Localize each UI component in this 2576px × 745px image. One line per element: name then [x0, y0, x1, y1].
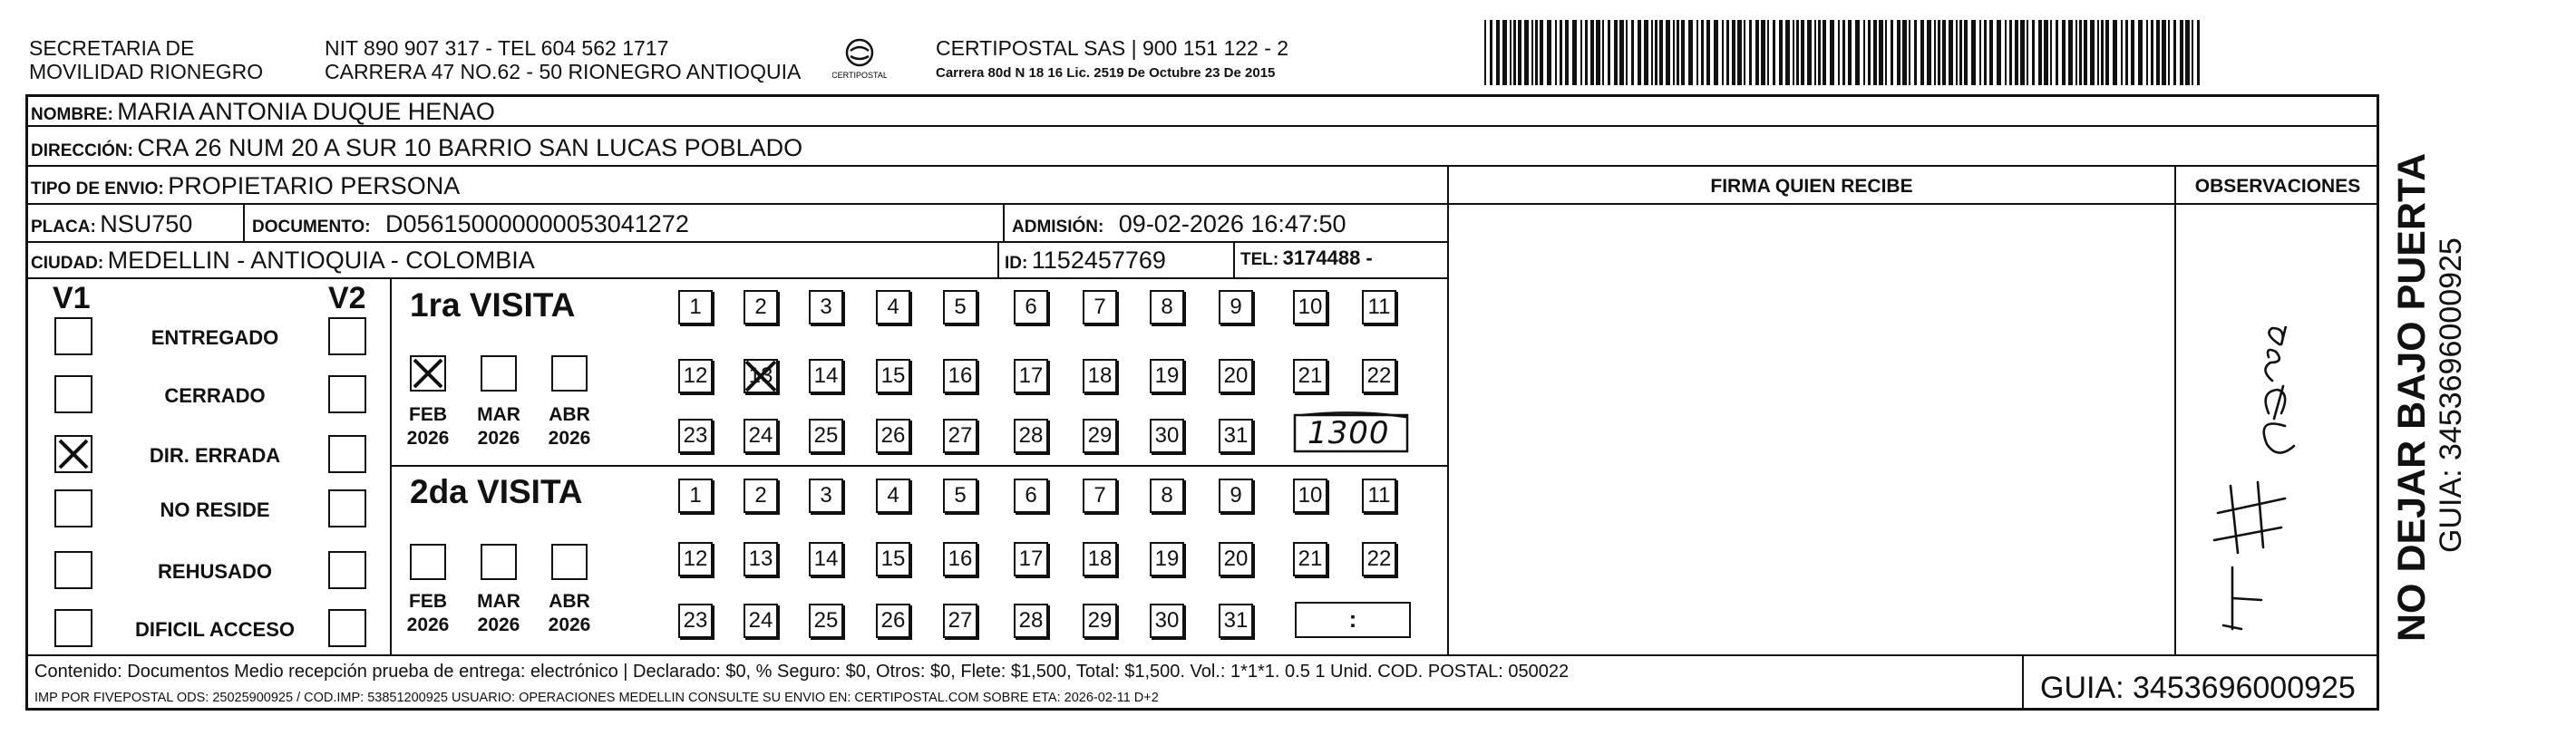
nombre-value: MARIA ANTONIA DUQUE HENAO — [117, 98, 495, 125]
first-visit-day-box[interactable]: 20 — [1219, 359, 1253, 393]
barcode-bar — [2056, 20, 2058, 85]
barcode-bar — [1979, 20, 1981, 85]
first-visit-day-box[interactable]: 30 — [1150, 419, 1184, 453]
barcode-bar — [1631, 20, 1634, 85]
id-value: 1152457769 — [1031, 247, 1166, 274]
barcode-bar — [1838, 20, 1840, 85]
barcode-bar — [2185, 20, 2190, 85]
logo-text: CERTIPOSTAL — [832, 71, 887, 80]
barcode-bar — [1914, 20, 1917, 85]
barcode-bar — [1830, 20, 1834, 85]
barcode-bar — [1722, 20, 1724, 85]
v1-title: V1 — [53, 281, 91, 315]
barcode-bar — [1749, 20, 1752, 85]
barcode-bar — [2090, 20, 2095, 85]
barcode-bar — [1681, 20, 1685, 85]
side-guia: GUIA: 3453696000925 — [2434, 237, 2468, 553]
first-visit-day-box[interactable]: 22 — [1362, 359, 1396, 393]
second-visit-time-box[interactable] — [1295, 602, 1411, 638]
second-visit-day-box[interactable]: 24 — [744, 604, 778, 638]
barcode-bar — [2192, 20, 2193, 85]
placa-label: PLACA: — [31, 218, 96, 237]
second-visit-day-box[interactable]: 4 — [876, 479, 910, 513]
barcode-bar — [1626, 20, 1628, 85]
direccion-label: DIRECCIÓN: — [31, 141, 133, 160]
nombre-row — [31, 98, 495, 126]
barcode-bar — [1490, 20, 1492, 85]
first-visit-year-label: 2026 — [548, 428, 591, 449]
first-visit-day-box[interactable]: 9 — [1219, 290, 1253, 324]
first-visit-month-checkbox[interactable] — [410, 355, 446, 392]
second-visit-day-box[interactable]: 30 — [1150, 604, 1184, 638]
barcode-bar — [1934, 20, 1936, 85]
tipo-value: PROPIETARIO PERSONA — [168, 172, 461, 199]
v2-checkbox[interactable] — [328, 375, 366, 413]
documento-value: D056150000000053041272 — [385, 210, 689, 237]
v2-checkbox[interactable] — [328, 609, 366, 647]
admision-cell — [1012, 210, 1346, 238]
barcode-bar — [1484, 20, 1486, 85]
barcode-bar — [2020, 20, 2025, 85]
barcode-bar — [1706, 20, 1710, 85]
documento-cell — [252, 210, 689, 238]
first-visit-day-box[interactable]: 4 — [876, 290, 910, 324]
barcode-icon — [1484, 20, 2201, 85]
barcode-bar — [2125, 20, 2128, 85]
barcode-bar — [1801, 20, 1804, 85]
barcode-bar — [1755, 20, 1759, 85]
second-visit-year-label: 2026 — [406, 614, 450, 635]
side-warning: NO DEJAR BAJO PUERTA — [2390, 152, 2434, 642]
barcode-bar — [1619, 20, 1624, 85]
second-visit-day-box[interactable]: 20 — [1219, 542, 1253, 576]
first-visit-day-box[interactable]: 27 — [943, 419, 977, 453]
check-x-icon — [412, 357, 444, 390]
barcode-bar — [2168, 20, 2170, 85]
barcode-bar — [1796, 20, 1799, 85]
barcode-bar — [2101, 20, 2104, 85]
barcode-bar — [2044, 20, 2048, 85]
address-line: CARRERA 47 NO.62 - 50 RIONEGRO ANTIOQUIA — [325, 60, 802, 83]
barcode-bar — [1814, 20, 1816, 85]
barcode-bar — [1644, 20, 1648, 85]
status-option-label: ENTREGADO — [151, 326, 279, 349]
barcode-bar — [1540, 20, 1543, 85]
v2-checkbox[interactable] — [328, 551, 366, 589]
second-visit-day-box[interactable]: 21 — [1293, 542, 1327, 576]
barcode-bar — [1938, 20, 1940, 85]
barcode-bar — [2038, 20, 2042, 85]
placa-cell — [31, 210, 192, 238]
second-visit-year-label: 2026 — [548, 614, 591, 635]
first-visit-day-box[interactable]: 24 — [744, 419, 778, 453]
barcode-bar — [2068, 20, 2073, 85]
barcode-bar — [1823, 20, 1826, 85]
barcode-bar — [1732, 20, 1735, 85]
first-visit-month-label: FEB — [409, 404, 447, 425]
barcode-bar — [1761, 20, 1765, 85]
barcode-bar — [2162, 20, 2166, 85]
first-visit-day-box[interactable]: 17 — [1014, 359, 1048, 393]
second-visit-day-box[interactable]: 12 — [678, 542, 713, 576]
first-visit-day-box[interactable]: 12 — [678, 359, 713, 393]
second-visit-day-box[interactable]: 3 — [809, 479, 843, 513]
first-visit-day-box[interactable]: 14 — [809, 359, 843, 393]
barcode-bar — [1767, 20, 1769, 85]
tel-cell — [1240, 247, 1373, 270]
nombre-label: NOMBRE: — [31, 105, 113, 124]
second-visit-day-box[interactable]: 13 — [744, 542, 778, 576]
first-visit-day-box[interactable]: 19 — [1150, 359, 1184, 393]
barcode-bar — [2113, 20, 2117, 85]
v2-checkbox[interactable] — [328, 317, 366, 355]
barcode-bar — [2151, 20, 2153, 85]
first-visit-day-box[interactable]: 28 — [1014, 419, 1048, 453]
barcode-bar — [1535, 20, 1538, 85]
first-visit-day-box[interactable]: 8 — [1150, 290, 1184, 324]
barcode-bar — [1655, 20, 1657, 85]
admision-label: ADMISIÓN: — [1012, 218, 1104, 237]
second-visit-day-box[interactable]: 16 — [943, 542, 977, 576]
second-visit-day-box[interactable]: 27 — [943, 604, 977, 638]
contenido-line: Contenido: Documentos Medio recepción prueba de entrega: electrónico | Declarado: $0, % Seguro: $0, Otros: $0, Flete: $1,500, Total: $1,500. Vol.: 1*1*1. 0.5 1 Unid. COD. POSTAL: 050022 — [34, 662, 1570, 682]
barcode-bar — [1897, 20, 1900, 85]
first-visit-day-box[interactable]: 23 — [678, 419, 713, 453]
status-option-label: DIFICIL ACCESO — [134, 618, 295, 641]
barcode-bar — [1518, 20, 1521, 85]
barcode-bar — [2005, 20, 2007, 85]
barcode-bar — [1807, 20, 1812, 85]
first-visit-year-label: 2026 — [477, 428, 520, 449]
second-visit-day-box[interactable]: 6 — [1014, 479, 1048, 513]
second-visit-day-box[interactable]: 19 — [1150, 542, 1184, 576]
v2-title: V2 — [328, 281, 366, 315]
v1-checkbox[interactable] — [54, 609, 92, 647]
tel-label: TEL: — [1240, 250, 1279, 269]
barcode-bar — [1818, 20, 1821, 85]
barcode-bar — [1855, 20, 1860, 85]
second-visit-day-box[interactable]: 10 — [1293, 479, 1327, 513]
org-name-line2: MOVILIDAD RIONEGRO — [29, 60, 264, 83]
first-visit-day-box[interactable]: 29 — [1083, 419, 1117, 453]
second-visit-month-checkbox[interactable] — [551, 544, 588, 580]
first-visit-day-box[interactable]: 16 — [943, 359, 977, 393]
v1-checkbox[interactable] — [54, 551, 92, 589]
barcode-bar — [2027, 20, 2028, 85]
barcode-bar — [2079, 20, 2082, 85]
tipo-row — [31, 172, 460, 200]
first-visit-day-box[interactable]: 21 — [1293, 359, 1327, 393]
first-visit-month-label: ABR — [549, 404, 590, 425]
ciudad-cell — [31, 247, 535, 275]
second-visit-day-box[interactable]: 29 — [1083, 604, 1117, 638]
barcode-bar — [1873, 20, 1877, 85]
first-visit-day-box[interactable]: 3 — [809, 290, 843, 324]
barcode-bar — [1964, 20, 1968, 85]
barcode-bar — [2062, 20, 2066, 85]
barcode-bar — [1666, 20, 1670, 85]
first-visit-day-box[interactable]: 31 — [1219, 419, 1253, 453]
barcode-bar — [2180, 20, 2183, 85]
first-visit-day-box[interactable]: 1 — [678, 290, 713, 324]
second-visit-day-box[interactable]: 26 — [876, 604, 910, 638]
second-visit-month-label: FEB — [409, 591, 447, 612]
barcode-bar — [1651, 20, 1653, 85]
barcode-bar — [1608, 20, 1610, 85]
first-visit-day-box[interactable]: 5 — [943, 290, 977, 324]
first-visit-day-box[interactable]: 26 — [876, 419, 910, 453]
second-visit-day-box[interactable]: 7 — [1083, 479, 1117, 513]
first-visit-day-box[interactable]: 10 — [1293, 290, 1327, 324]
v1-checkbox[interactable] — [54, 435, 92, 473]
id-label: ID: — [1005, 254, 1028, 273]
status-option-label: REHUSADO — [158, 560, 272, 583]
certipostal-logo — [832, 36, 887, 83]
barcode-bar — [1614, 20, 1618, 85]
barcode-bar — [1590, 20, 1594, 85]
imp-line: IMP POR FIVEPOSTAL ODS: 25025900925 / COD.IMP: 53851200925 USUARIO: OPERACIONES MEDELLIN CONSULTE SU ENVIO EN: CERTIPOSTAL.COM SOBRE ETA: 2026-02-11 D+2 — [34, 691, 1159, 705]
barcode-bar — [1773, 20, 1775, 85]
v1-checkbox[interactable] — [54, 375, 92, 413]
direccion-row — [31, 134, 802, 162]
barcode-bar — [1942, 20, 1946, 85]
first-visit-time-box[interactable] — [1293, 411, 1411, 455]
second-visit-day-box[interactable]: 25 — [809, 604, 843, 638]
barcode-bar — [1959, 20, 1962, 85]
day-mark-x-icon — [744, 359, 778, 393]
second-visit-month-label: MAR — [477, 591, 520, 612]
barcode-bar — [2197, 20, 2200, 85]
barcode-bar — [1524, 20, 1529, 85]
barcode-bar — [1984, 20, 1987, 85]
status-option-label: CERRADO — [164, 384, 266, 407]
barcode-bar — [1909, 20, 1910, 85]
second-visit-day-box[interactable]: 23 — [678, 604, 713, 638]
barcode-bar — [1555, 20, 1557, 85]
barcode-bar — [1688, 20, 1693, 85]
barcode-bar — [1714, 20, 1718, 85]
admision-value: 09-02-2026 16:47:50 — [1118, 210, 1346, 237]
barcode-bar — [1997, 20, 2001, 85]
first-visit-day-box[interactable]: 11 — [1362, 290, 1396, 324]
barcode-bar — [1659, 20, 1663, 85]
barcode-bar — [1842, 20, 1845, 85]
first-visit-day-box[interactable]: 25 — [809, 419, 843, 453]
barcode-bar — [1531, 20, 1533, 85]
firma-header: FIRMA QUIEN RECIBE — [1710, 176, 1913, 197]
barcode-bar — [2015, 20, 2018, 85]
barcode-bar — [2156, 20, 2160, 85]
second-visit-day-box[interactable]: 5 — [943, 479, 977, 513]
barcode-bar — [1580, 20, 1582, 85]
barcode-bar — [1793, 20, 1794, 85]
first-visit-month-checkbox[interactable] — [551, 355, 588, 392]
ciudad-value: MEDELLIN - ANTIOQUIA - COLOMBIA — [107, 247, 535, 274]
barcode-bar — [1696, 20, 1698, 85]
org-name-line1: SECRETARIA DE — [29, 36, 195, 60]
barcode-bar — [2050, 20, 2052, 85]
second-visit-day-box[interactable]: 22 — [1362, 542, 1396, 576]
barcode-bar — [1496, 20, 1500, 85]
first-visit-day-box[interactable]: 13 — [744, 359, 778, 393]
handwriting-drawing — [2178, 326, 2341, 643]
second-visit-year-label: 2026 — [477, 614, 520, 635]
barcode-bar — [1677, 20, 1679, 85]
barcode-bar — [2075, 20, 2077, 85]
barcode-bar — [1920, 20, 1924, 85]
barcode-bar — [1902, 20, 1907, 85]
first-visit-day-box[interactable]: 15 — [876, 359, 910, 393]
observation-handwriting — [2178, 326, 2341, 643]
company-line: CERTIPOSTAL SAS | 900 151 122 - 2 — [936, 36, 1289, 60]
barcode-bar — [2173, 20, 2176, 85]
barcode-bar — [2105, 20, 2109, 85]
first-visit-year-label: 2026 — [406, 428, 450, 449]
second-visit-day-box[interactable]: 31 — [1219, 604, 1253, 638]
second-visit-month-checkbox[interactable] — [410, 544, 446, 580]
second-visit-day-box[interactable]: 11 — [1362, 479, 1396, 513]
barcode-bar — [2032, 20, 2035, 85]
barcode-bar — [2146, 20, 2148, 85]
barcode-bar — [1868, 20, 1871, 85]
license-line: Carrera 80d N 18 16 Lic. 2519 De Octubre 23 De 2015 — [936, 65, 1276, 81]
second-visit-day-box[interactable]: 2 — [744, 479, 778, 513]
v2-checkbox[interactable] — [328, 435, 366, 473]
status-option-label: NO RESIDE — [160, 498, 270, 521]
second-visit-month-label: ABR — [549, 591, 590, 612]
first-visit-day-box[interactable]: 18 — [1083, 359, 1117, 393]
barcode-bar — [2097, 20, 2099, 85]
barcode-bar — [2009, 20, 2012, 85]
barcode-bar — [1927, 20, 1931, 85]
barcode-bar — [1572, 20, 1577, 85]
placa-value: NSU750 — [100, 210, 193, 237]
barcode-bar — [1885, 20, 1887, 85]
first-visit-day-box[interactable]: 6 — [1014, 290, 1048, 324]
barcode-bar — [1949, 20, 1953, 85]
barcode-bar — [1971, 20, 1976, 85]
v1-checkbox[interactable] — [54, 317, 92, 355]
status-option-label: DIR. ERRADA — [149, 444, 281, 467]
first-visit-month-checkbox[interactable] — [481, 355, 517, 392]
second-visit-day-box[interactable]: 1 — [678, 479, 713, 513]
barcode-bar — [1513, 20, 1516, 85]
barcode-bar — [1602, 20, 1604, 85]
documento-label: DOCUMENTO: — [252, 218, 371, 237]
barcode-bar — [1502, 20, 1507, 85]
barcode-bar — [1891, 20, 1893, 85]
first-visit-day-box[interactable]: 7 — [1083, 290, 1117, 324]
first-visit-title: 1ra VISITA — [410, 286, 576, 324]
nit-line: NIT 890 907 317 - TEL 604 562 1717 — [325, 36, 669, 60]
barcode-bar — [1673, 20, 1675, 85]
footer-guia: GUIA: 3453696000925 — [2040, 671, 2356, 705]
barcode-bar — [2138, 20, 2143, 85]
barcode-bar — [1701, 20, 1704, 85]
second-visit-month-checkbox[interactable] — [481, 544, 517, 580]
second-visit-day-box[interactable]: 17 — [1014, 542, 1048, 576]
v2-checkbox[interactable] — [328, 489, 366, 527]
barcode-bar — [1547, 20, 1551, 85]
second-visit-day-box[interactable]: 28 — [1014, 604, 1048, 638]
barcode-bar — [1560, 20, 1562, 85]
v1-checkbox[interactable] — [54, 489, 92, 527]
tipo-label: TIPO DE ENVIO: — [31, 179, 164, 198]
second-visit-day-box[interactable]: 9 — [1219, 479, 1253, 513]
second-visit-title: 2da VISITA — [410, 473, 583, 510]
barcode-bar — [1863, 20, 1865, 85]
first-visit-day-box[interactable]: 2 — [744, 290, 778, 324]
barcode-bar — [1785, 20, 1790, 85]
check-x-icon — [56, 437, 91, 471]
second-visit-day-box[interactable]: 18 — [1083, 542, 1117, 576]
barcode-bar — [1779, 20, 1783, 85]
barcode-bar — [1565, 20, 1569, 85]
barcode-bar — [1848, 20, 1852, 85]
barcode-bar — [1638, 20, 1641, 85]
barcode-bar — [2131, 20, 2134, 85]
barcode-bar — [1744, 20, 1745, 85]
barcode-bar — [1585, 20, 1588, 85]
second-visit-day-box[interactable]: 8 — [1150, 479, 1184, 513]
barcode-bar — [1989, 20, 1993, 85]
barcode-bar — [2121, 20, 2123, 85]
direccion-value: CRA 26 NUM 20 A SUR 10 BARRIO SAN LUCAS POBLADO — [137, 134, 803, 161]
tel-value: 3174488 - — [1282, 247, 1373, 269]
ciudad-label: CIUDAD: — [31, 254, 104, 273]
barcode-bar — [2084, 20, 2087, 85]
barcode-bar — [1596, 20, 1600, 85]
barcode-bar — [1956, 20, 1958, 85]
id-cell — [1005, 247, 1166, 275]
second-visit-time: : — [1348, 605, 1357, 633]
first-visit-time: 1300 — [1307, 415, 1390, 451]
barcode-bar — [1510, 20, 1512, 85]
barcode-bar — [1879, 20, 1883, 85]
second-visit-day-box[interactable]: 14 — [809, 542, 843, 576]
first-visit-month-label: MAR — [477, 404, 520, 425]
barcode-bar — [1726, 20, 1729, 85]
observaciones-header: OBSERVACIONES — [2194, 176, 2361, 197]
barcode-bar — [1737, 20, 1742, 85]
second-visit-day-box[interactable]: 15 — [876, 542, 910, 576]
